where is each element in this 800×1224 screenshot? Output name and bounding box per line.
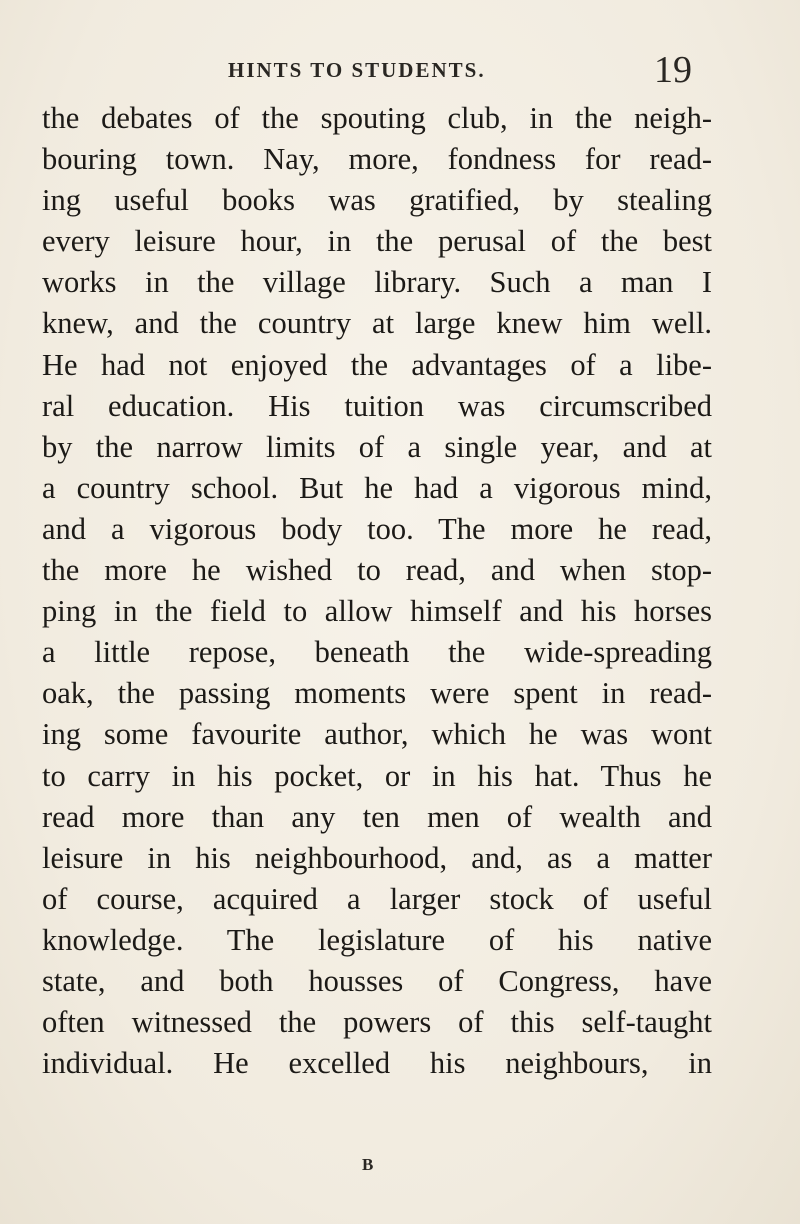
body-text xyxy=(42,98,712,1084)
text-line: the more he wished to read, and when stop- xyxy=(42,553,712,588)
text-line: bouring town. Nay, more, fondness for read- xyxy=(42,142,712,177)
text-line: leisure in his neighbourhood, and, as a matter xyxy=(42,840,712,875)
text-line: ing some favourite author, which he was wont xyxy=(42,717,712,752)
text-line: ping in the field to allow himself and his horses xyxy=(42,594,712,629)
page-number: 19 xyxy=(654,49,692,91)
text-line: a little repose, beneath the wide-spreading xyxy=(42,635,712,670)
text-line: often witnessed the powers of this self-taught xyxy=(42,1005,712,1040)
text-line: a country school. But he had a vigorous mind, xyxy=(42,470,712,505)
text-line: works in the village library. Such a man I xyxy=(42,265,712,300)
text-line: to carry in his pocket, or in his hat. Thus he xyxy=(42,758,712,793)
text-line: ral education. His tuition was circumscribed xyxy=(42,388,712,423)
text-line: oak, the passing moments were spent in read- xyxy=(42,676,712,711)
text-line: state, and both housses of Congress, have xyxy=(42,963,712,998)
text-line: the debates of the spouting club, in the neigh- xyxy=(42,101,712,135)
text-line: read more than any ten men of wealth and xyxy=(42,799,712,834)
text-line: ing useful books was gratified, by stealing xyxy=(42,183,712,218)
text-line: of course, acquired a larger stock of useful xyxy=(42,881,712,916)
text-line: He had not enjoyed the advantages of a libe- xyxy=(42,347,712,382)
running-head xyxy=(0,49,800,92)
running-title: HINTS TO STUDENTS. xyxy=(228,58,486,82)
text-line: individual. He excelled his neighbours, in xyxy=(42,1046,712,1081)
text-line: every leisure hour, in the perusal of the best xyxy=(42,224,712,259)
text-line: knew, and the country at large knew him well. xyxy=(42,306,712,341)
signature-mark: B xyxy=(362,1155,375,1174)
text-line: by the narrow limits of a single year, and at xyxy=(42,429,712,464)
text-line: knowledge. The legislature of his native xyxy=(42,922,712,957)
text-line: and a vigorous body too. The more he read, xyxy=(42,511,712,546)
